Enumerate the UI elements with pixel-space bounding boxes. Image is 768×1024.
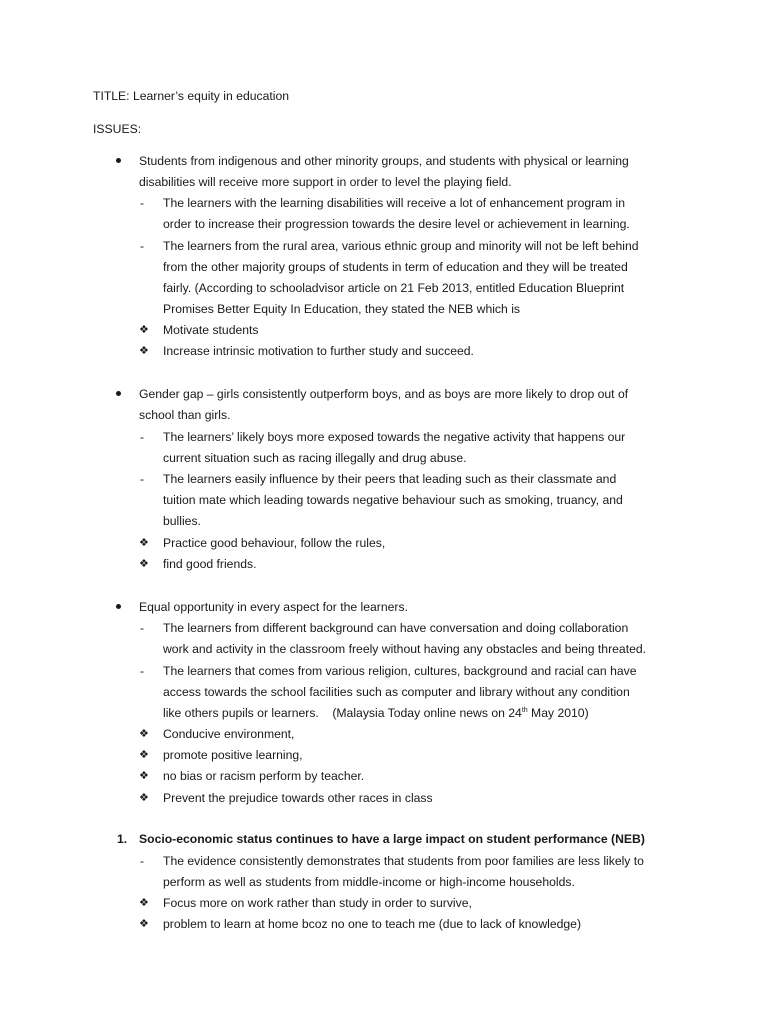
dash-marker: - (140, 196, 145, 210)
section1-diamond-item: Increase intrinsic motivation to further study and succeed. (163, 344, 474, 358)
section3-dash1-line: work and activity in the classroom freely without having any obstacles and being threated. (163, 642, 647, 656)
dash-marker: - (140, 472, 145, 486)
citation-text: like others pupils or learners. (Malaysia Today online news on 24 (163, 706, 522, 720)
section1-diamond-item: Motivate students (163, 323, 259, 337)
citation-tail: May 2010) (527, 706, 589, 720)
diamond-bullet-icon: ❖ (139, 557, 149, 570)
ordinal-suffix: th (521, 707, 528, 714)
section4-diamond-item: problem to learn at home bcoz no one to teach me (due to lack of knowledge) (163, 917, 582, 931)
diamond-bullet-icon: ❖ (139, 748, 149, 761)
section1-dash2-line: from the other majority groups of students in term of education and they will be treated (163, 260, 628, 274)
dash-marker: - (140, 664, 145, 678)
section3-dash2-line-with-citation (163, 705, 589, 721)
diamond-bullet-icon: ❖ (139, 791, 149, 804)
dash-marker: - (140, 854, 145, 868)
diamond-bullet-icon: ❖ (139, 323, 149, 336)
diamond-bullet-icon: ❖ (139, 536, 149, 549)
diamond-bullet-icon: ❖ (139, 917, 149, 930)
section1-dash2-line: Promises Better Equity In Education, they stated the NEB which is (163, 302, 520, 316)
section3-diamond-item: no bias or racism perform by teacher. (163, 769, 365, 783)
section3-bullet-line: Equal opportunity in every aspect for the learners. (139, 600, 408, 614)
section1-bullet-line: disabilities will receive more support in order to level the playing field. (139, 175, 512, 189)
issues-label: ISSUES: (93, 122, 142, 136)
bullet-marker (116, 158, 121, 163)
section2-bullet-line: Gender gap – girls consistently outperform boys, and as boys are more likely to drop out of (139, 387, 629, 401)
dash-marker: - (140, 239, 145, 253)
section1-dash1-line: order to increase their progression towards the desire level or achievement in learning. (163, 217, 630, 231)
diamond-bullet-icon: ❖ (139, 769, 149, 782)
dash-marker: - (140, 621, 145, 635)
section2-diamond-item: Practice good behaviour, follow the rules, (163, 536, 386, 550)
section2-dash2-line: tuition mate which leading towards negative behaviour such as smoking, truancy, and (163, 493, 623, 507)
section4-diamond-item: Focus more on work rather than study in order to survive, (163, 896, 472, 910)
diamond-bullet-icon: ❖ (139, 896, 149, 909)
bullet-marker (116, 391, 121, 396)
section3-dash2-line: The learners that comes from various religion, cultures, background and racial can have (163, 664, 637, 678)
section2-dash1-line: current situation such as racing illegally and drug abuse. (163, 451, 467, 465)
section3-dash1-line: The learners from different background can have conversation and doing collaboration (163, 621, 629, 635)
section3-diamond-item: Prevent the prejudice towards other races in class (163, 791, 433, 805)
section2-dash2-line: bullies. (163, 514, 201, 528)
section3-dash2-line: access towards the school facilities such as computer and library without any condition (163, 685, 630, 699)
section3-diamond-item: promote positive learning, (163, 748, 303, 762)
section1-dash2-line: fairly. (According to schooladvisor article on 21 Feb 2013, entitled Education Blueprint (163, 281, 625, 295)
diamond-bullet-icon: ❖ (139, 727, 149, 740)
section2-dash1-line: The learners’ likely boys more exposed towards the negative activity that happens our (163, 430, 626, 444)
section3-diamond-item: Conducive environment, (163, 727, 295, 741)
section2-bullet-line: school than girls. (139, 408, 231, 422)
section4-number: 1. (117, 832, 128, 846)
dash-marker: - (140, 430, 145, 444)
section1-bullet-line: Students from indigenous and other minority groups, and students with physical or learning (139, 154, 629, 168)
section2-diamond-item: find good friends. (163, 557, 257, 571)
diamond-bullet-icon: ❖ (139, 344, 149, 357)
section2-dash2-line: The learners easily influence by their peers that leading such as their classmate and (163, 472, 617, 486)
section4-dash1-line: perform as well as students from middle-income or high-income households. (163, 875, 575, 889)
document-title: TITLE: Learner’s equity in education (93, 89, 290, 103)
section4-heading: Socio-economic status continues to have a large impact on student performance (NEB) (139, 832, 645, 846)
section1-dash1-line: The learners with the learning disabilities will receive a lot of enhancement program in (163, 196, 626, 210)
section1-dash2-line: The learners from the rural area, various ethnic group and minority will not be left behind (163, 239, 639, 253)
bullet-marker (116, 604, 121, 609)
section4-dash1-line: The evidence consistently demonstrates that students from poor families are less likely to (163, 854, 644, 868)
